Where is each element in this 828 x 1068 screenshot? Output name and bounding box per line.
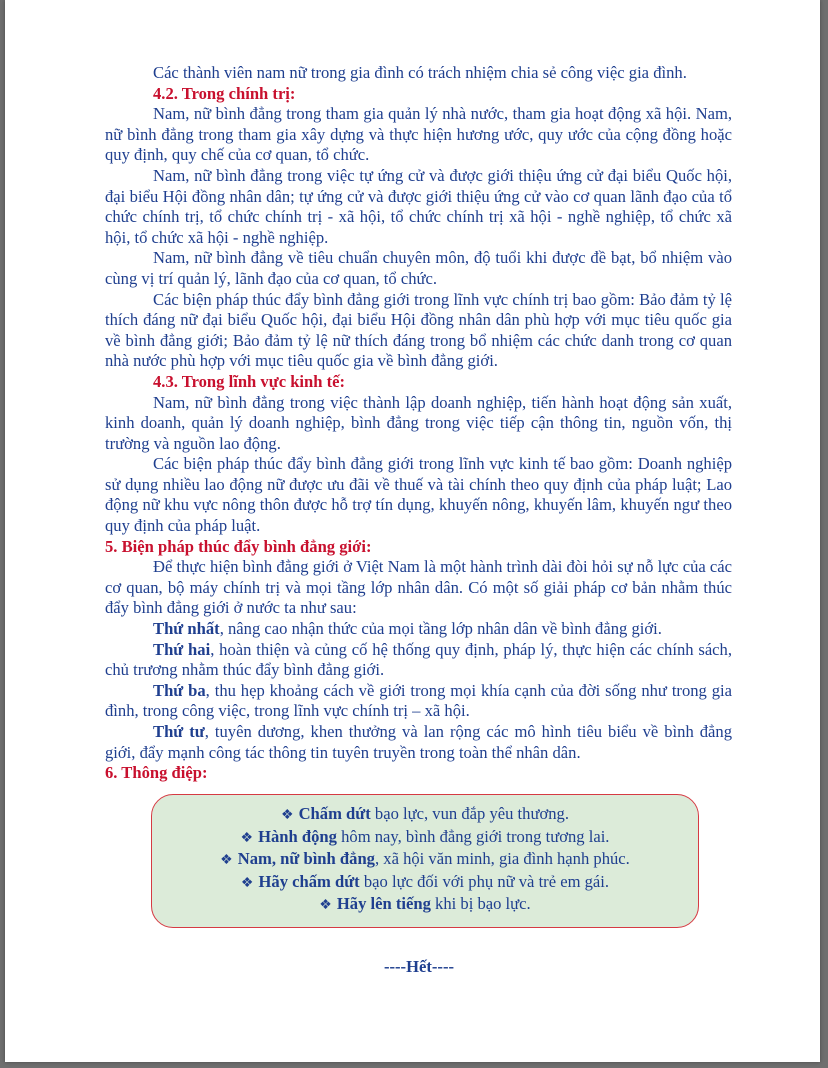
document-body [105, 63, 732, 784]
solution-item [105, 722, 732, 763]
section-heading-5: 5. Biện pháp thúc đẩy bình đẳng giới: [105, 536, 372, 556]
end-marker: ----Hết---- [383, 957, 454, 976]
message-item [152, 804, 698, 827]
solution-text: , tuyên dương, khen thưởng và lan rộng các mô hình tiêu biểu về bình đẳng giới, đẩy mạnh công tác thông tin tuyên truyền trong toàn thể nhân dân. [105, 722, 732, 762]
message-emphasis: Chấm dứt [298, 804, 371, 823]
solution-item [105, 640, 732, 681]
message-emphasis: Hãy lên tiếng [336, 894, 431, 914]
diamond-bullet-icon: ❖ [240, 830, 254, 846]
section-heading-4-3: 4.3. Trong lĩnh vực kinh tế: [153, 371, 346, 391]
section-heading-4-2: 4.2. Trong chính trị: [153, 83, 296, 103]
message-text: , xã hội văn minh, gia đình hạnh phúc. [374, 849, 630, 869]
message-text: hôm nay, bình đẳng giới trong tương lai. [336, 826, 610, 846]
diamond-bullet-icon: ❖ [281, 808, 294, 823]
paragraph: Nam, nữ bình đẳng trong tham gia quản lý nhà nước, tham gia hoạt động xã hội. Nam, nữ bình đẳng trong tham gia xây dựng và thực hiện hương ước, quy ước của cộng đồng hoặc quy định, quy chế của cơ quan, tổ chức. [105, 104, 732, 165]
paragraph: Nam, nữ bình đẳng trong việc tự ứng cử và được giới thiệu ứng cử đại biểu Quốc hội, đại biểu Hội đồng nhân dân; tự ứng cử và được giới thiệu ứng cử vào cơ quan lãnh đạo của tổ chức chính trị, tổ chức chính trị - xã hội, tổ chức chính trị xã hội - nghề nghiệp, tổ chức xã hội, tổ chức xã hội - nghề nghiệp. [105, 165, 732, 247]
message-emphasis: Nam, nữ bình đẳng [237, 849, 375, 869]
solution-label: Thứ nhất [153, 619, 220, 639]
message-item [152, 894, 698, 917]
solution-label: Thứ hai [153, 639, 211, 659]
solution-text: , nâng cao nhận thức của mọi tầng lớp nhân dân về bình đẳng giới. [219, 619, 662, 639]
solution-label: Thứ ba [153, 680, 206, 700]
message-item [152, 849, 698, 872]
solution-text: , thu hẹp khoảng cách về giới trong mọi khía cạnh của đời sống như trong gia đình, trong công việc, trong lĩnh vực chính trị – xã hội. [105, 680, 732, 721]
message-item [152, 827, 698, 850]
message-box [151, 794, 699, 928]
paragraph: Các biện pháp thúc đẩy bình đẳng giới trong lĩnh vực kinh tế bao gồm: Doanh nghiệp sử dụng nhiều lao động nữ được ưu đãi về thuế và tài chính theo quy định của pháp luật; Lao động nữ khu vực nông thôn được hỗ trợ tín dụng, khuyến nông, khuyến lâm, khuyến ngư theo quy định của pháp luật. [105, 454, 732, 536]
message-emphasis: Hành động [258, 826, 337, 846]
paragraph: Các biện pháp thúc đẩy bình đẳng giới trong lĩnh vực chính trị bao gồm: Bảo đảm tỷ lệ thích đáng nữ đại biểu Quốc hội, đại biểu Hội đồng nhân dân phù hợp với mục tiêu quốc gia về bình đẳng giới; Bảo đảm tỷ lệ nữ thích đáng trong bổ nhiệm các chức danh trong cơ quan nhà nước phù hợp với mục tiêu quốc gia về bình đẳng giới. [105, 289, 732, 371]
solution-item [105, 619, 732, 640]
diamond-bullet-icon: ❖ [220, 853, 233, 869]
paragraph: Để thực hiện bình đẳng giới ở Việt Nam là một hành trình dài đòi hỏi sự nỗ lực của các cơ quan, bộ máy chính trị và mọi tầng lớp nhân dân. Có một số giải pháp cơ bản nhằm thúc đẩy bình đẳng giới ở nước ta như sau: [105, 557, 732, 618]
message-text: khi bị bạo lực. [430, 894, 531, 914]
section-heading-6: 6. Thông điệp: [105, 763, 208, 783]
message-emphasis: Hãy chấm dứt [258, 871, 360, 891]
document-page [5, 0, 820, 1062]
paragraph: Các thành viên nam nữ trong gia đình có trách nhiệm chia sẻ công việc gia đình. [153, 63, 687, 82]
message-item [152, 872, 698, 895]
solution-item [105, 681, 732, 722]
paragraph: Nam, nữ bình đẳng trong việc thành lập doanh nghiệp, tiến hành hoạt động sản xuất, kinh doanh, quản lý doanh nghiệp, bình đẳng trong việc tiếp cận thông tin, nguồn vốn, thị trường và nguồn lao động. [105, 392, 732, 453]
paragraph: Nam, nữ bình đẳng về tiêu chuẩn chuyên môn, độ tuổi khi được đề bạt, bổ nhiệm vào cùng vị trí quản lý, lãnh đạo của cơ quan, tổ chức. [105, 248, 732, 288]
diamond-bullet-icon: ❖ [240, 875, 254, 891]
message-text: bạo lực, vun đắp yêu thương. [370, 804, 569, 823]
solution-label: Thứ tư [153, 722, 205, 741]
solution-text: , hoàn thiện và củng cố hệ thống quy định, pháp lý, thực hiện các chính sách, chủ trương nhằm thúc đẩy bình đẳng giới. [105, 639, 732, 680]
diamond-bullet-icon: ❖ [319, 898, 332, 914]
message-text: bạo lực đối với phụ nữ và trẻ em gái. [359, 871, 610, 891]
